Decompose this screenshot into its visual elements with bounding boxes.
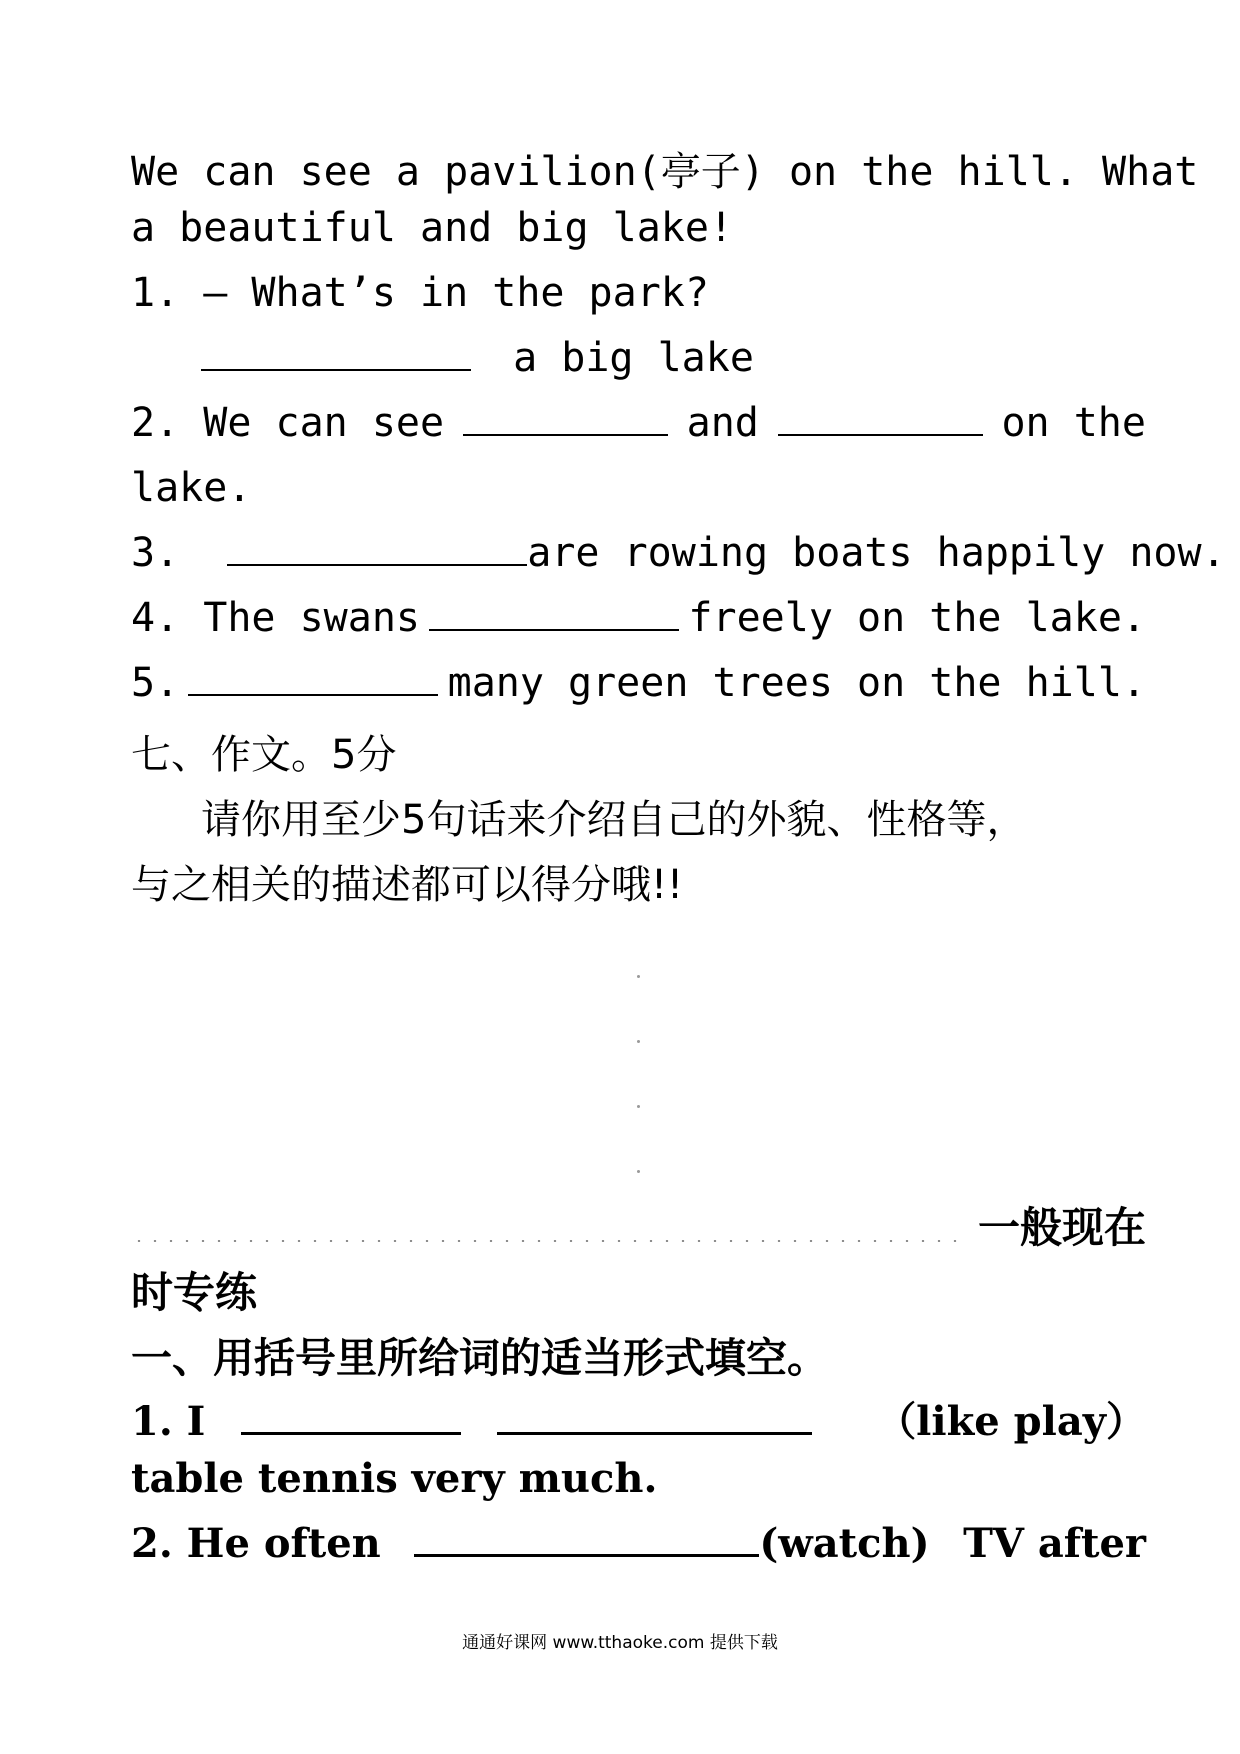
question-text: 4. The swans: [131, 595, 420, 641]
question-text: 3.: [131, 530, 180, 576]
question-2-continued: [131, 465, 1146, 511]
passage-line-1: [131, 140, 1199, 197]
footer-text: 通通好课网 www.tthaoke.com 提供下载: [462, 1633, 778, 1653]
section-title: 时专练: [131, 1268, 258, 1317]
question-4: [131, 595, 1146, 641]
question-text: are rowing boats happily now.: [527, 530, 1226, 576]
question-text: many green trees on the hill.: [447, 660, 1146, 706]
question-text: and: [686, 400, 759, 446]
question-hint: （like play）: [876, 1398, 1146, 1445]
passage-text: We can see a pavilion(亭子) on the hill. What: [131, 149, 1199, 195]
answer-blank[interactable]: [414, 1520, 759, 1557]
question-2: [131, 400, 1146, 446]
composition-instruction-1: [201, 788, 1146, 845]
question-text: lake.: [131, 465, 252, 511]
question-text: on the: [1001, 400, 1146, 446]
question-text: 2. He often: [131, 1520, 381, 1567]
scan-dot: [637, 1105, 640, 1108]
scan-dot: [637, 1170, 640, 1173]
question-text: table tennis very much.: [131, 1455, 658, 1502]
section-instruction: [131, 1325, 1146, 1384]
question-text: 5.: [131, 660, 180, 706]
composition-instruction-2: [131, 853, 1146, 910]
exercise-1-continued: [131, 1455, 1146, 1502]
section-heading: 七、作文。5分: [131, 732, 397, 778]
question-1-answer-line: [131, 335, 1216, 381]
question-3: [131, 530, 1226, 576]
answer-blank[interactable]: [227, 530, 527, 566]
composition-heading: [131, 723, 1146, 780]
scan-dot: [637, 1040, 640, 1043]
instruction-text: 与之相关的描述都可以得分哦!!: [131, 862, 684, 908]
answer-blank[interactable]: [497, 1398, 812, 1435]
passage-line-2: [131, 205, 1146, 251]
answer-blank[interactable]: [463, 400, 668, 436]
question-text: a big lake: [513, 335, 754, 381]
question-text: 1. I: [131, 1398, 206, 1445]
question-text: freely on the lake.: [688, 595, 1146, 641]
question-5: [131, 660, 1146, 706]
answer-blank[interactable]: [188, 660, 438, 696]
question-1: [131, 270, 1146, 316]
question-text: TV after: [963, 1520, 1146, 1567]
answer-blank[interactable]: [429, 595, 679, 631]
answer-blank[interactable]: [241, 1398, 461, 1435]
scan-dot: [637, 975, 640, 978]
question-text: 1. — What’s in the park?: [131, 270, 709, 316]
instruction-text: 请你用至少5句话来介绍自己的外貌、性格等，: [201, 797, 1027, 843]
page-footer: [0, 1628, 1240, 1653]
question-text: 2. We can see: [131, 400, 445, 446]
section-title-line-1: [131, 1195, 1146, 1255]
question-hint: (watch): [759, 1520, 930, 1567]
exercise-1: [131, 1390, 1146, 1447]
answer-blank[interactable]: [778, 400, 983, 436]
section-title: 一般现在: [977, 1203, 1146, 1252]
passage-text: a beautiful and big lake!: [131, 205, 734, 251]
answer-blank[interactable]: [201, 335, 471, 371]
exercise-2: [131, 1520, 1146, 1567]
instruction-text: 一、用括号里所给词的适当形式填空。: [131, 1334, 828, 1382]
section-title-line-2: [131, 1260, 1146, 1320]
